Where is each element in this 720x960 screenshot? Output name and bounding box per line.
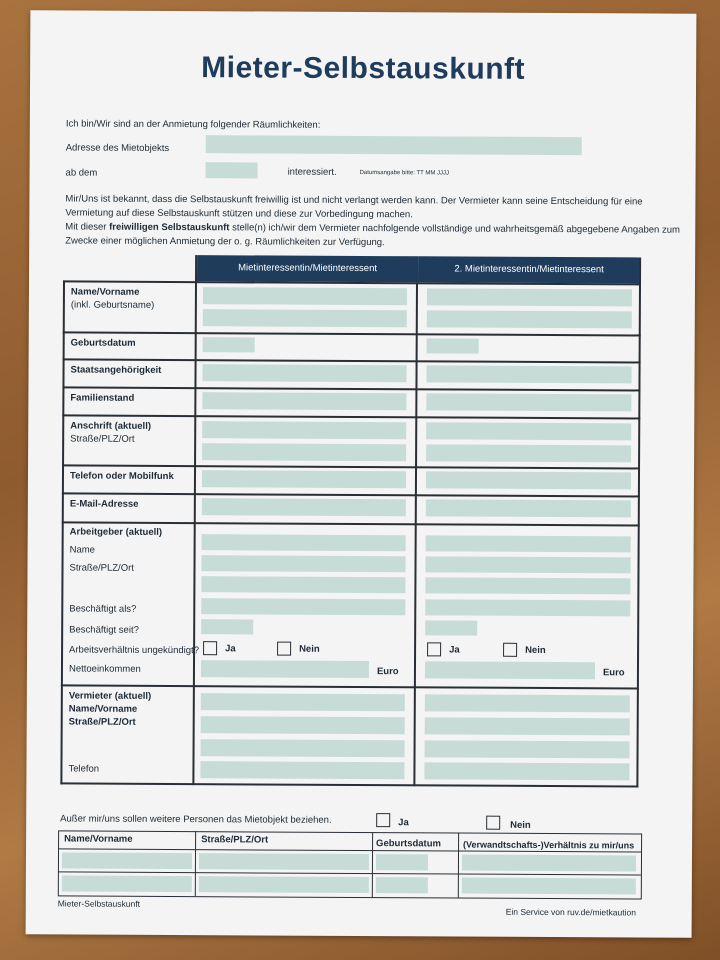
- no-label-2: Nein: [525, 644, 546, 656]
- column-header-1: Mietinteressentin/Mietinteressent: [197, 255, 418, 282]
- unterminated-yes-checkbox-1[interactable]: [203, 641, 217, 655]
- consent-text-1: Mir/Uns ist bekannt, dass die Selbstauskunft freiwillig ist und nicht verlangt werden kann. Der Vermieter kann seine Entscheidung für eine Vermietung auf diese Selbstauskunft stützen und diese zur Vorbedingung machen.: [65, 193, 643, 221]
- email-label: E-Mail-Adresse: [69, 498, 139, 510]
- phone-field-1[interactable]: [202, 470, 406, 488]
- other-person-1-name-field[interactable]: [62, 852, 192, 869]
- other-person-1-birthdate-field[interactable]: [376, 854, 428, 870]
- unterminated-no-checkbox-2[interactable]: [503, 643, 517, 657]
- other-person-1-street-field[interactable]: [199, 853, 369, 870]
- landlord-street-label: Straße/PLZ/Ort: [68, 716, 136, 728]
- footer-right: Ein Service von ruv.de/mietkaution: [505, 906, 636, 918]
- marital-status-label: Familienstand: [70, 392, 135, 404]
- net-income-field-2[interactable]: [425, 661, 595, 679]
- name-label: Name/Vorname: [70, 286, 140, 298]
- phone-label: Telefon oder Mobilfunk: [69, 470, 174, 483]
- form-sheet: [26, 10, 697, 937]
- other-persons-header-birthdate: Geburtsdatum: [376, 838, 442, 850]
- employed-since-field-1[interactable]: [201, 619, 253, 634]
- employer-street-field-1a[interactable]: [201, 555, 405, 572]
- consent-text-2: Mit dieser freiwilligen Selbstauskunft stelle(n) ich/wir dem Vermieter nachfolgende vollständige und wahrheitsgemäß abgegebene Angaben zum Zwecke einer möglichen Anmietung der o. g. Räumlichkeiten zur Verfügung.: [65, 221, 680, 249]
- employed-as-label: Beschäftigt als?: [69, 603, 137, 615]
- employer-street-field-1b[interactable]: [201, 576, 405, 593]
- landlord-street-field-2b[interactable]: [425, 740, 630, 758]
- address-sublabel: Straße/PLZ/Ort: [70, 433, 135, 445]
- landlord-street-field-1a[interactable]: [201, 716, 405, 734]
- landlord-street-field-2a[interactable]: [425, 717, 630, 735]
- address-label: Adresse des Mietobjekts: [65, 142, 170, 154]
- other-persons-header-street: Straße/PLZ/Ort: [201, 834, 269, 846]
- from-date-field[interactable]: [206, 162, 258, 178]
- email-field-1[interactable]: [202, 498, 406, 516]
- net-income-label: Nettoeinkommen: [68, 663, 141, 675]
- currency-label-1: Euro: [376, 666, 399, 678]
- other-person-2-name-field[interactable]: [62, 875, 192, 892]
- email-field-2[interactable]: [426, 499, 631, 517]
- other-persons-no-label: Nein: [510, 819, 531, 831]
- employer-label: Arbeitgeber (aktuell): [69, 526, 163, 538]
- date-hint: Datumsangabe bitte: TT MM JJJJ: [359, 169, 450, 177]
- employer-name-label: Name: [69, 544, 95, 556]
- phone-field-2[interactable]: [426, 471, 631, 489]
- no-label-1: Nein: [299, 643, 320, 655]
- nationality-field-1[interactable]: [202, 364, 406, 382]
- landlord-label: Vermieter (aktuell): [68, 690, 152, 702]
- page-title: Mieter-Selbstauskunft: [201, 51, 526, 86]
- employed-since-label: Beschäftigt seit?: [69, 624, 139, 636]
- address-field-1a[interactable]: [202, 421, 406, 439]
- other-person-1-relation-field[interactable]: [462, 855, 636, 872]
- birthdate-field-2[interactable]: [427, 338, 479, 353]
- name-field-1[interactable]: [203, 287, 407, 305]
- unterminated-label: Arbeitsverhältnis ungekündigt?: [69, 644, 200, 657]
- address-field-2a[interactable]: [426, 422, 631, 440]
- landlord-phone-label: Telefon: [68, 763, 100, 775]
- footer-left: Mieter-Selbstauskunft: [57, 898, 140, 909]
- employer-street-field-2a[interactable]: [425, 556, 630, 573]
- employed-as-field-1[interactable]: [201, 598, 405, 615]
- intro-text: Ich bin/Wir sind an der Anmietung folgender Räumlichkeiten:: [65, 118, 321, 131]
- employer-street-field-2b[interactable]: [425, 577, 630, 594]
- column-header-2: 2. Mietinteressentin/Mietinteressent: [418, 256, 640, 283]
- nationality-field-2[interactable]: [426, 365, 631, 383]
- landlord-name-field-2[interactable]: [425, 694, 630, 712]
- birthname-field-2[interactable]: [427, 310, 632, 328]
- net-income-field-1[interactable]: [201, 660, 369, 678]
- other-person-2-birthdate-field[interactable]: [376, 877, 428, 893]
- birthname-field-1[interactable]: [203, 309, 407, 327]
- employed-since-field-2[interactable]: [425, 620, 477, 635]
- consent-paragraph: [65, 192, 685, 251]
- yes-label-2: Ja: [449, 644, 460, 656]
- birthdate-label: Geburtsdatum: [70, 337, 136, 349]
- interested-label: interessiert.: [287, 166, 337, 178]
- birthdate-field-1[interactable]: [203, 337, 255, 352]
- marital-status-field-2[interactable]: [426, 393, 631, 411]
- address-current-label: Anschrift (aktuell): [70, 420, 152, 432]
- employer-street-label: Straße/PLZ/Ort: [69, 562, 134, 574]
- marital-status-field-1[interactable]: [202, 392, 406, 410]
- other-persons-no-checkbox[interactable]: [486, 816, 500, 830]
- other-persons-header-relation: (Verwandtschafts-)Verhältnis zu mir/uns: [463, 839, 635, 851]
- unterminated-yes-checkbox-2[interactable]: [427, 642, 441, 656]
- nationality-label: Staatsangehörigkeit: [70, 364, 162, 376]
- employer-name-field-2[interactable]: [426, 535, 631, 552]
- name-field-2[interactable]: [427, 288, 632, 306]
- currency-label-2: Euro: [602, 667, 625, 679]
- address-field-2b[interactable]: [426, 444, 631, 462]
- yes-label-1: Ja: [225, 643, 236, 655]
- employed-as-field-2[interactable]: [425, 599, 630, 616]
- other-persons-yes-label: Ja: [398, 817, 409, 829]
- other-person-2-relation-field[interactable]: [462, 878, 636, 895]
- address-field-1b[interactable]: [202, 443, 406, 461]
- unterminated-no-checkbox-1[interactable]: [277, 642, 291, 656]
- address-field[interactable]: [206, 135, 582, 155]
- other-persons-header-name: Name/Vorname: [64, 833, 133, 845]
- landlord-street-field-1b[interactable]: [201, 739, 405, 757]
- other-persons-question: Außer mir/uns sollen weitere Personen das Mietobjekt beziehen.: [60, 813, 332, 826]
- other-persons-yes-checkbox[interactable]: [376, 813, 390, 827]
- landlord-name-field-1[interactable]: [201, 693, 405, 711]
- landlord-phone-field-1[interactable]: [200, 761, 404, 779]
- employer-name-field-1[interactable]: [202, 534, 406, 551]
- name-sublabel: (inkl. Geburtsname): [70, 299, 155, 311]
- other-person-2-street-field[interactable]: [199, 876, 369, 893]
- landlord-phone-field-2[interactable]: [424, 762, 629, 780]
- from-label: ab dem: [65, 167, 98, 179]
- landlord-name-label: Name/Vorname: [68, 703, 138, 715]
